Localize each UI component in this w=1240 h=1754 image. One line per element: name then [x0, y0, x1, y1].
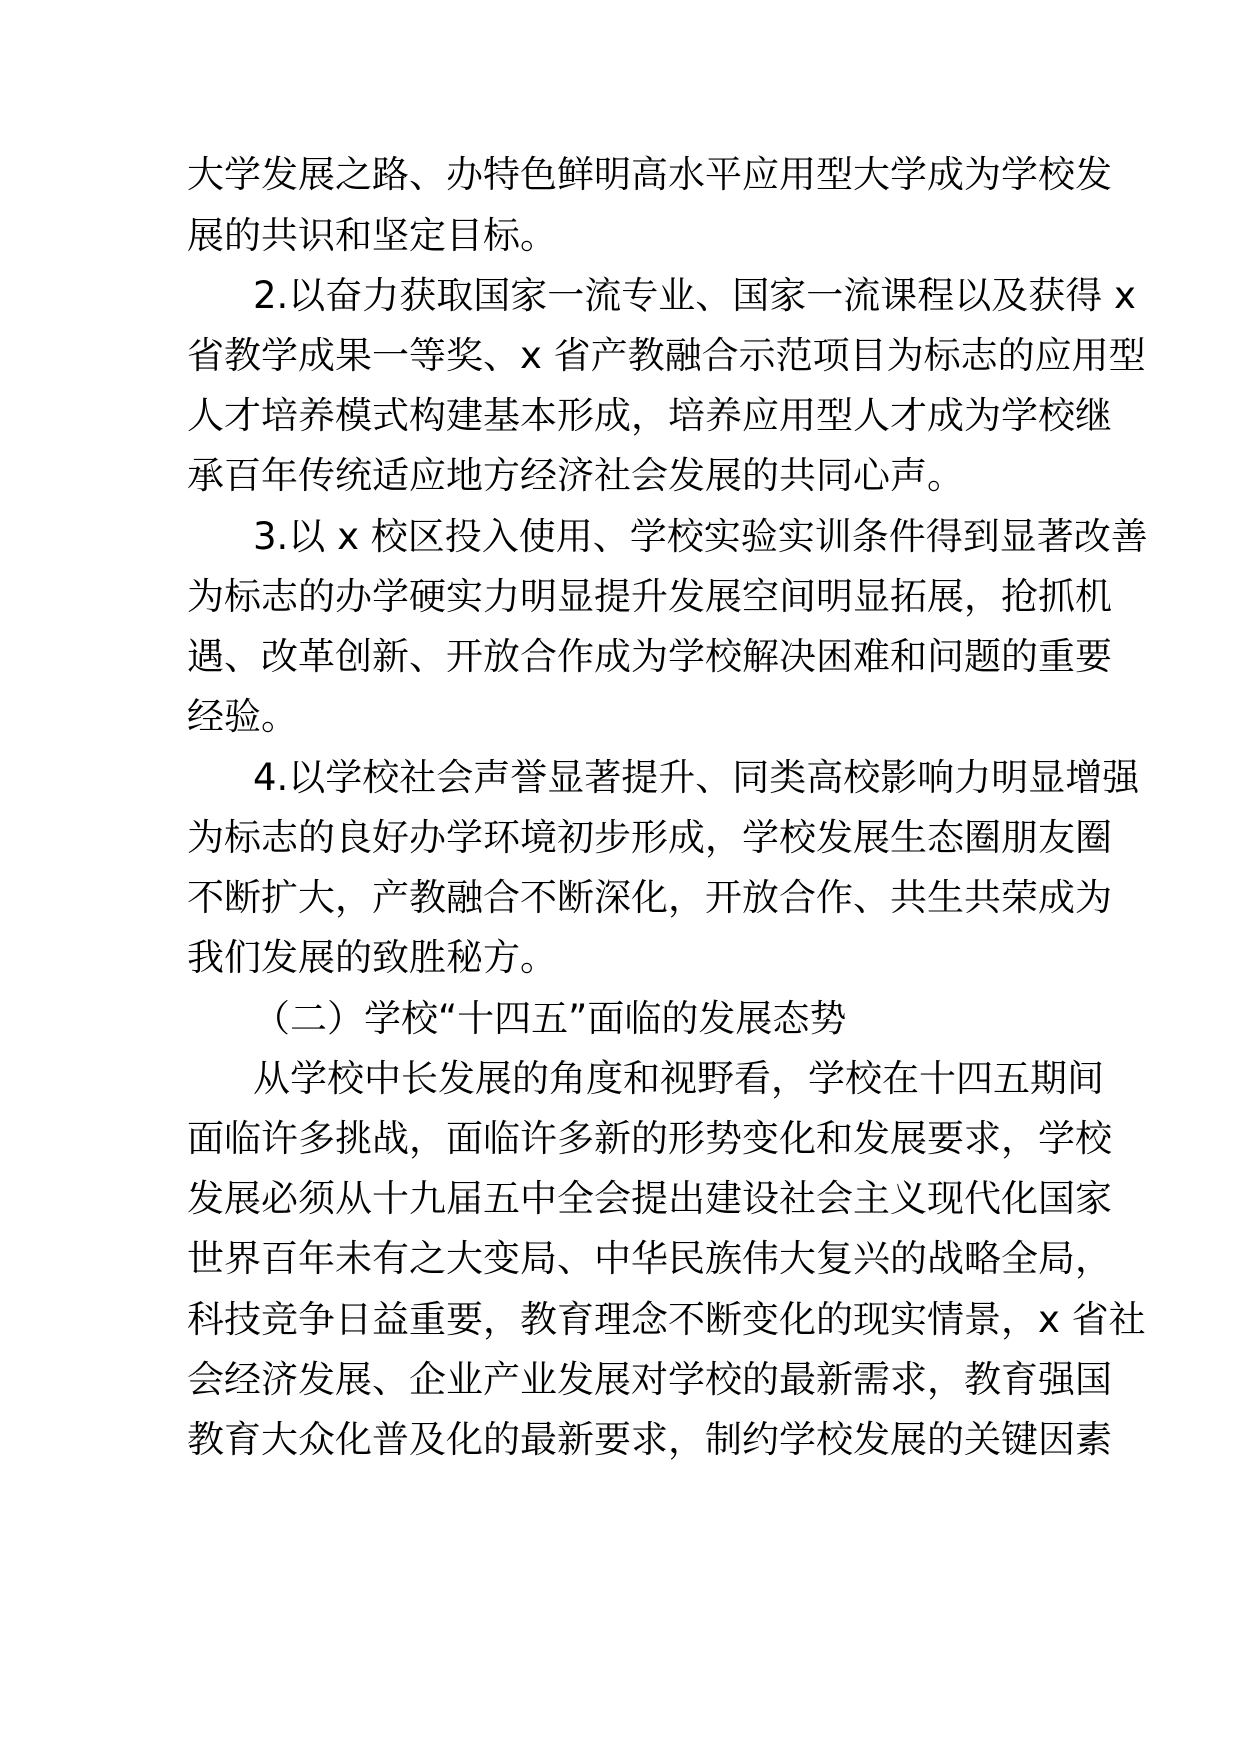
paragraph-5-line-7: 教育大众化普及化的最新要求，制约学校发展的关键因素 [187, 1418, 1112, 1461]
paragraph-2-line-2: 省教学成果一等奖、x 省产教融合示范项目为标志的应用型 [187, 334, 1146, 377]
paragraph-5-line-5: 科技竞争日益重要，教育理念不断变化的现实情景，x 省社 [187, 1298, 1146, 1341]
paragraph-3-line-1: 3.以 x 校区投入使用、学校实验实训条件得到显著改善 [253, 515, 1148, 558]
paragraph-3-line-2: 为标志的办学硬实力明显提升发展空间明显拓展，抢抓机 [187, 575, 1112, 618]
paragraph-5-line-2: 面临许多挑战，面临许多新的形势变化和发展要求，学校 [187, 1117, 1112, 1160]
paragraph-1-line-1: 大学发展之路、办特色鲜明高水平应用型大学成为学校发 [187, 153, 1112, 196]
paragraph-5-line-1: 从学校中长发展的角度和视野看，学校在十四五期间 [253, 1057, 1104, 1100]
paragraph-4-line-3: 不断扩大，产教融合不断深化，开放合作、共生共荣成为 [187, 876, 1112, 919]
paragraph-4-line-4: 我们发展的致胜秘方。 [187, 936, 557, 979]
paragraph-5-line-4: 世界百年未有之大变局、中华民族伟大复兴的战略全局， [187, 1237, 1112, 1280]
paragraph-5-line-6: 会经济发展、企业产业发展对学校的最新需求，教育强国 [187, 1358, 1112, 1401]
paragraph-3-line-3: 遇、改革创新、开放合作成为学校解决困难和问题的重要 [187, 635, 1112, 678]
paragraph-5-line-3: 发展必须从十九届五中全会提出建设社会主义现代化国家 [187, 1177, 1112, 1220]
paragraph-1-line-2: 展的共识和坚定目标。 [187, 214, 557, 257]
paragraph-2-line-3: 人才培养模式构建基本形成，培养应用型人才成为学校继 [187, 394, 1112, 437]
paragraph-4-line-1: 4.以学校社会声誉显著提升、同类高校影响力明显增强 [253, 756, 1140, 799]
section-heading: （二）学校“十四五”面临的发展态势 [253, 997, 847, 1040]
paragraph-2-line-4: 承百年传统适应地方经济社会发展的共同心声。 [187, 454, 964, 497]
paragraph-3-line-4: 经验。 [187, 695, 298, 738]
paragraph-4-line-2: 为标志的良好办学环境初步形成，学校发展生态圈朋友圈 [187, 816, 1112, 859]
paragraph-2-line-1: 2.以奋力获取国家一流专业、国家一流课程以及获得 x [253, 274, 1136, 317]
